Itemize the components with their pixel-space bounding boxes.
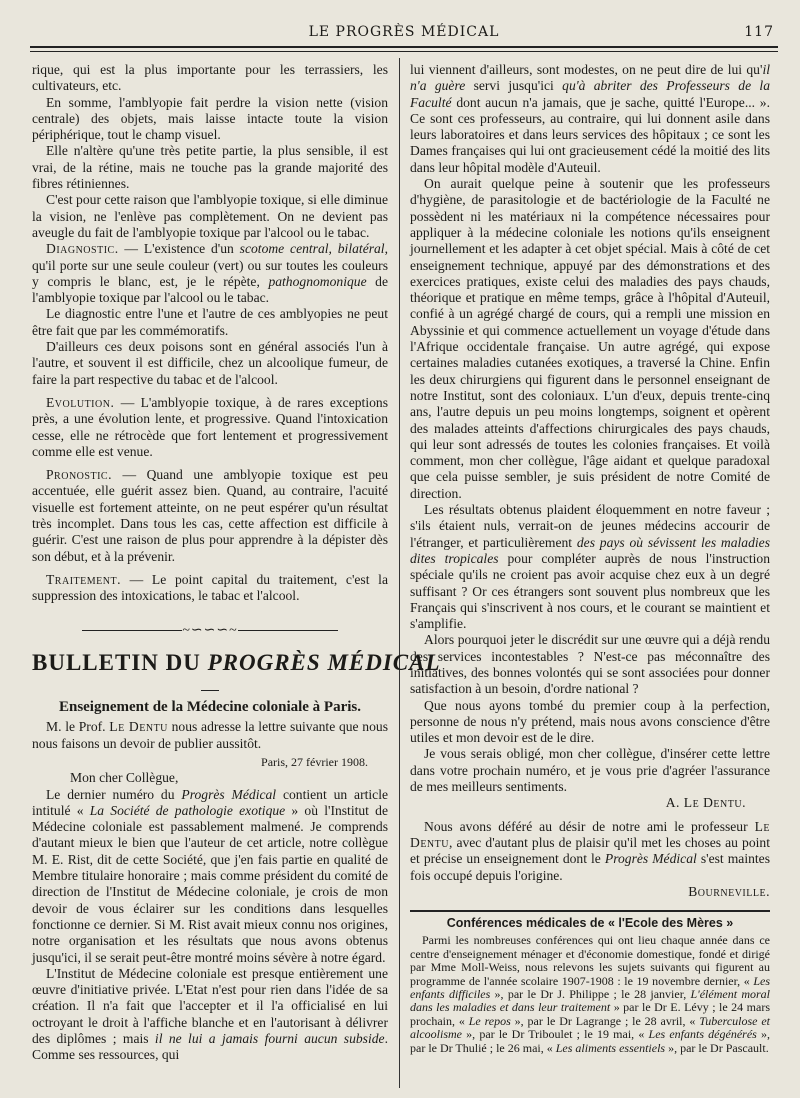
running-head: [30, 24, 778, 42]
paragraph: C'est pour cette raison que l'amblyopie toxique, si elle diminue la vision, ne l'enlève pas complètement. On ne devient pas aveugle du fait de l'amblyopie toxique par l'alcool ou le tabac.: [32, 192, 388, 240]
salutation: Mon cher Collègue,: [70, 770, 179, 786]
dateline: Paris, 27 février 1908.: [261, 754, 368, 769]
emphasis: Progrès Médical: [604, 851, 697, 867]
short-rule-line: [201, 690, 219, 691]
letter-paragraph: [410, 62, 770, 176]
text-run: », par le Dr Thulié ; le 26 mai, «: [410, 1027, 771, 1055]
emphasis: scotome central, bilatéral: [239, 241, 385, 257]
text-run: , qu'il porte sur une seule couleur (vert) ou sur toutes les couleurs y compris le blanc, est, je le répète,: [32, 241, 388, 289]
letter-paragraph: Alors pourquoi jeter le discrédit sur une œuvre qui a déjà rendu des services incontestables ? N'est-ce pas méconnaître des initiatives, des bonnes volontés qui se sont associées pour donner satisfaction à un besoin, d'ordre national ?: [410, 632, 770, 697]
short-rule: [32, 679, 388, 695]
text-run: de l'amblyopie toxique par l'alcool ou le tabac.: [32, 273, 388, 306]
emphasis: il n'a guère: [410, 62, 770, 94]
text-run: », par le Dr Triboulet ; le 19 mai, «: [462, 1027, 649, 1042]
text-run: dont aucun n'a jamais, que je sache, quitté l'Europe... ». Ce sont ces professeurs, au contraire, qui lui donnent asile dans leurs laboratoires et dans leurs services des hôpitaux ; ce sont les Dames françaises qui lui ont gracieusement cédé la moitié des lits dans leur hôpital modèle d'Auteuil.: [410, 94, 770, 175]
spacer: [410, 812, 770, 819]
ornament-glyphs: ~∽∽∽~: [182, 622, 238, 638]
spacer: [32, 460, 388, 467]
text-run: L'Institut de Médecine coloniale est presque entièrement une œuvre d'initiative privée. L'Etat n'est pour rien dans l'idée de sa création. Il n'a fait que l'accepter et il l'a officialisé en lui octroyant le droit à l'affiche blanche et en l'autorisant à délivrer des diplômes ; mais: [32, 965, 388, 1047]
text-run: », par le Dr Lagrange ; le 28 avril, «: [510, 1013, 700, 1028]
emphasis: Tuberculose et alcoolisme: [410, 1013, 770, 1042]
intro-paragraph: [32, 719, 388, 752]
text-run: M. le Prof.: [46, 719, 110, 735]
text-run: Le dernier numéro du: [46, 786, 182, 802]
emphasis: La Société de pathologie exotique: [89, 802, 286, 818]
notice-title: Conférences médicales de « l'Ecole des Mères »: [446, 916, 734, 930]
bulletin-heading: [32, 649, 441, 677]
author-name: Le Dentu: [410, 818, 770, 850]
section-label: Traitement.: [46, 571, 121, 587]
text-run: s'est maintes fois occupé depuis l'origine.: [410, 851, 770, 883]
evolution-paragraph: [32, 395, 388, 460]
editor-signature: Bourneville.: [688, 883, 770, 899]
emphasis: il ne lui a jamais fourni aucun subside: [154, 1031, 385, 1047]
paragraph: En somme, l'amblyopie fait perdre la vision nette (vision centrale) des objets, mais laisse intacte toute la vision périphérique, tout le champ visuel.: [32, 94, 388, 143]
text-run: — L'amblyopie toxique, à de rares exceptions près, a une évolution lente, et progressive. Quand l'intoxication cesse, elle ne rétrocède que fort lentement et progressivement comme elle est venue.: [32, 394, 388, 459]
header-rule: [30, 46, 778, 48]
letter-paragraph: Je vous serais obligé, mon cher collègue, d'insérer cette lettre dans votre prochain numéro, et je vous prie d'agréer l'assurance de mes meilleurs sentiments.: [410, 746, 770, 795]
heading-italic: PROGRÈS MÉDICAL: [207, 649, 441, 675]
emphasis: Progrès Médical: [181, 786, 277, 802]
text-run: — Quand une amblyopie toxique est peu accentuée, elle guérit assez bien. Quand, au contraire, l'acuité visuelle est fortement atteinte, on ne peut espérer qu'un résultat très incomplet. Dans tous les cas, cette affection est difficile à guérir. C'est une raison de plus pour apprendre à la dépister dès son début, et à la prévenir.: [32, 467, 388, 564]
letter-paragraph: [410, 502, 770, 632]
author-name: Le Dentu: [109, 719, 168, 735]
emphasis: L'élément moral dans les maladies et dans leur traitement: [410, 987, 770, 1015]
conferences-notice: [410, 910, 770, 1055]
section-label: Pronostic.: [46, 467, 112, 483]
diagnostic-paragraph: [32, 241, 388, 306]
spacer: [32, 388, 388, 395]
letter-paragraph: On aurait quelque peine à soutenir que les professeurs d'hygiène, de parasitologie et de bactériologie de la Faculté ne possèdent ni les matériaux ni la compétence nécessaires pour appliquer à la médecine coloniale les notions qu'ils enseignent journellement et les adapter à cet objet spécial. Mais à côté de cet enseignement technique, appuyé par des démonstrations et des exercices pratiques, existe celui des maladies des pays chauds, théorique et pratique en même temps, grâce à l'hôpital d'Auteuil, confié à un agrégé chargé de cours, qui a rempli une mission en Abyssinie et qui commence actuellement un voyage d'étude dans l'Afrique occidentale française. Un autre agrégé, qui expose certaines maladies cutanées exotiques, a traversé la Chine. Enfin les deux chirurgiens qui figurent dans le personnel enseignant de notre Institut, sont des coloniaux. L'un d'eux, depuis trente-cinq ans, l'autre depuis un peu moins longtemps, soignent et opèrent des malades atteints d'affections chirurgicales des pays chauds, qui leur sont adressés de toutes les colonies françaises. Et voilà comment, mon cher collègue, l'âge aidant et quelque paradoxal que cela puisse sembler, je suis président de notre Comité de direction.: [410, 176, 770, 501]
paragraph: Le diagnostic entre l'une et l'autre de ces amblyopies ne peut être fait que par les commémoratifs.: [32, 306, 388, 338]
text-run: — Le point capital du traitement, c'est la suppression des intoxications, le tabac et l'alcool.: [32, 571, 388, 604]
text-run: Les résultats obtenus plaident éloquemment en notre faveur ; s'ils étaient nuls, verrait-on de jeunes médecins accourir de l'étranger, et particulièrement: [410, 502, 770, 550]
text-run: contient un article intitulé «: [32, 786, 389, 818]
emphasis: Les enfants dégénérés: [648, 1027, 757, 1042]
text-run: Nous avons déféré au désir de notre ami le professeur: [424, 818, 755, 834]
page-number: 117: [744, 24, 774, 40]
letter-paragraph: Que nous ayons tombé du premier coup à la perfection, personne de nous n'y prétend, mais nous avons conscience d'être utiles et mon devoir est de le dire.: [410, 697, 770, 746]
emphasis: des pays où sévissent les maladies dites tropicales: [410, 534, 770, 566]
emphasis: Les aliments essentiels: [555, 1040, 666, 1055]
emphasis: Les enfants difficiles: [410, 973, 770, 1002]
column-divider: [399, 58, 400, 1088]
header-rule-thin: [30, 51, 778, 52]
text-run: . Comme ses ressources, qui: [32, 1031, 388, 1063]
text-run: Parmi les nombreuses conférences qui ont lieu chaque année dans ce centre d'enseignement ménager et d'économie domestique, fondé et dirigé par Mme Moll-Weiss, nous relevons les sujets suivants qui figurent au programme de l'année scolaire 1907-1908 : le 19 novembre dernier, «: [410, 933, 770, 988]
letter-signature: A. Le Dentu.: [665, 795, 746, 811]
text-run: », par le Dr J. Philippe ; le 28 janvier,: [490, 987, 691, 1002]
section-label: Evolution.: [46, 394, 115, 410]
ornament-line: [238, 630, 338, 631]
emphasis: Le repos: [468, 1013, 511, 1028]
right-column: [410, 62, 770, 900]
section-label: Diagnostic.: [46, 241, 119, 257]
emphasis: qu'à abriter des Professeurs de la Faculté: [410, 78, 770, 110]
paragraph: rique, qui est la plus importante pour les terrassiers, les cultivateurs, etc.: [32, 62, 388, 94]
text-run: » par le Dr E. Lévy ; le 24 mars prochain, «: [410, 1000, 770, 1028]
ornament-divider: [32, 623, 388, 639]
paragraph: D'ailleurs ces deux poisons sont en général associés l'un à l'autre, et souvent il est difficile, chez un alcoolique fumeur, de faire la part respective du tabac et de l'alcool.: [32, 339, 388, 387]
letter-paragraph: [32, 787, 388, 966]
section-title: Enseignement de la Médecine coloniale à Paris.: [58, 699, 362, 716]
text-run: nous adresse la lettre suivante que nous nous faisons un devoir de publier aussitôt.: [32, 719, 388, 751]
prognosis-paragraph: [32, 467, 388, 565]
text-run: — L'existence d'un: [118, 241, 240, 257]
ornament-line: [82, 630, 182, 631]
paragraph: Elle n'altère qu'une très petite partie, la plus sensible, il est vrai, de la rétine, mais ne touche pas la grande majorité des fibres rétiniennes.: [32, 143, 388, 192]
left-column: [32, 62, 441, 1064]
editor-note: [410, 819, 770, 884]
text-run: » où l'Institut de Médecine coloniale est passablement malmené. Je comprends d'autant mieux le bien que l'auteur de cet article, notre collègue M. E. Rist, dit de cette Société, que j'en fais partie en qualité de Membre titulaire honoraire ; mais comme président du comité de direction de l'Institut de Médecine coloniale, je crois de mon devoir de vous éclairer sur les conditions dans lesquelles fonctionne ce dernier. Si M. Rist avait mieux connu nos origines, notre organisation et les résultats que nous avons obtenus jusqu'ici, il se serait peut-être montré moins sévère à notre égard.: [32, 802, 388, 965]
text-run: pour compléter auprès de nous l'instruction spéciale qu'ils ne croient pas avoir acquise chez eux à un degré suffisant ? Or ces étrangers sont souvent plus nombreux que les Français qui s'inscrivent à nos cours, et le courant se maintient et s'amplifie.: [410, 550, 770, 632]
text-run: lui viennent d'ailleurs, sont modestes, on ne peut dire de lui qu': [410, 62, 763, 77]
treatment-paragraph: [32, 572, 388, 605]
text-run: servi jusqu'ici: [465, 78, 563, 94]
notice-text: [410, 934, 770, 1055]
emphasis: pathognomonique: [268, 273, 367, 289]
heading-text: BULLETIN DU: [32, 649, 208, 675]
journal-title: LE PROGRÈS MÉDICAL: [308, 24, 500, 40]
text-run: , avec d'autant plus de plaisir qu'il met les choses au point et précise un enseignement dont le: [410, 834, 770, 867]
letter-paragraph: [32, 966, 388, 1064]
text-run: », par le Dr Pascault.: [665, 1040, 769, 1055]
spacer: [32, 565, 388, 572]
